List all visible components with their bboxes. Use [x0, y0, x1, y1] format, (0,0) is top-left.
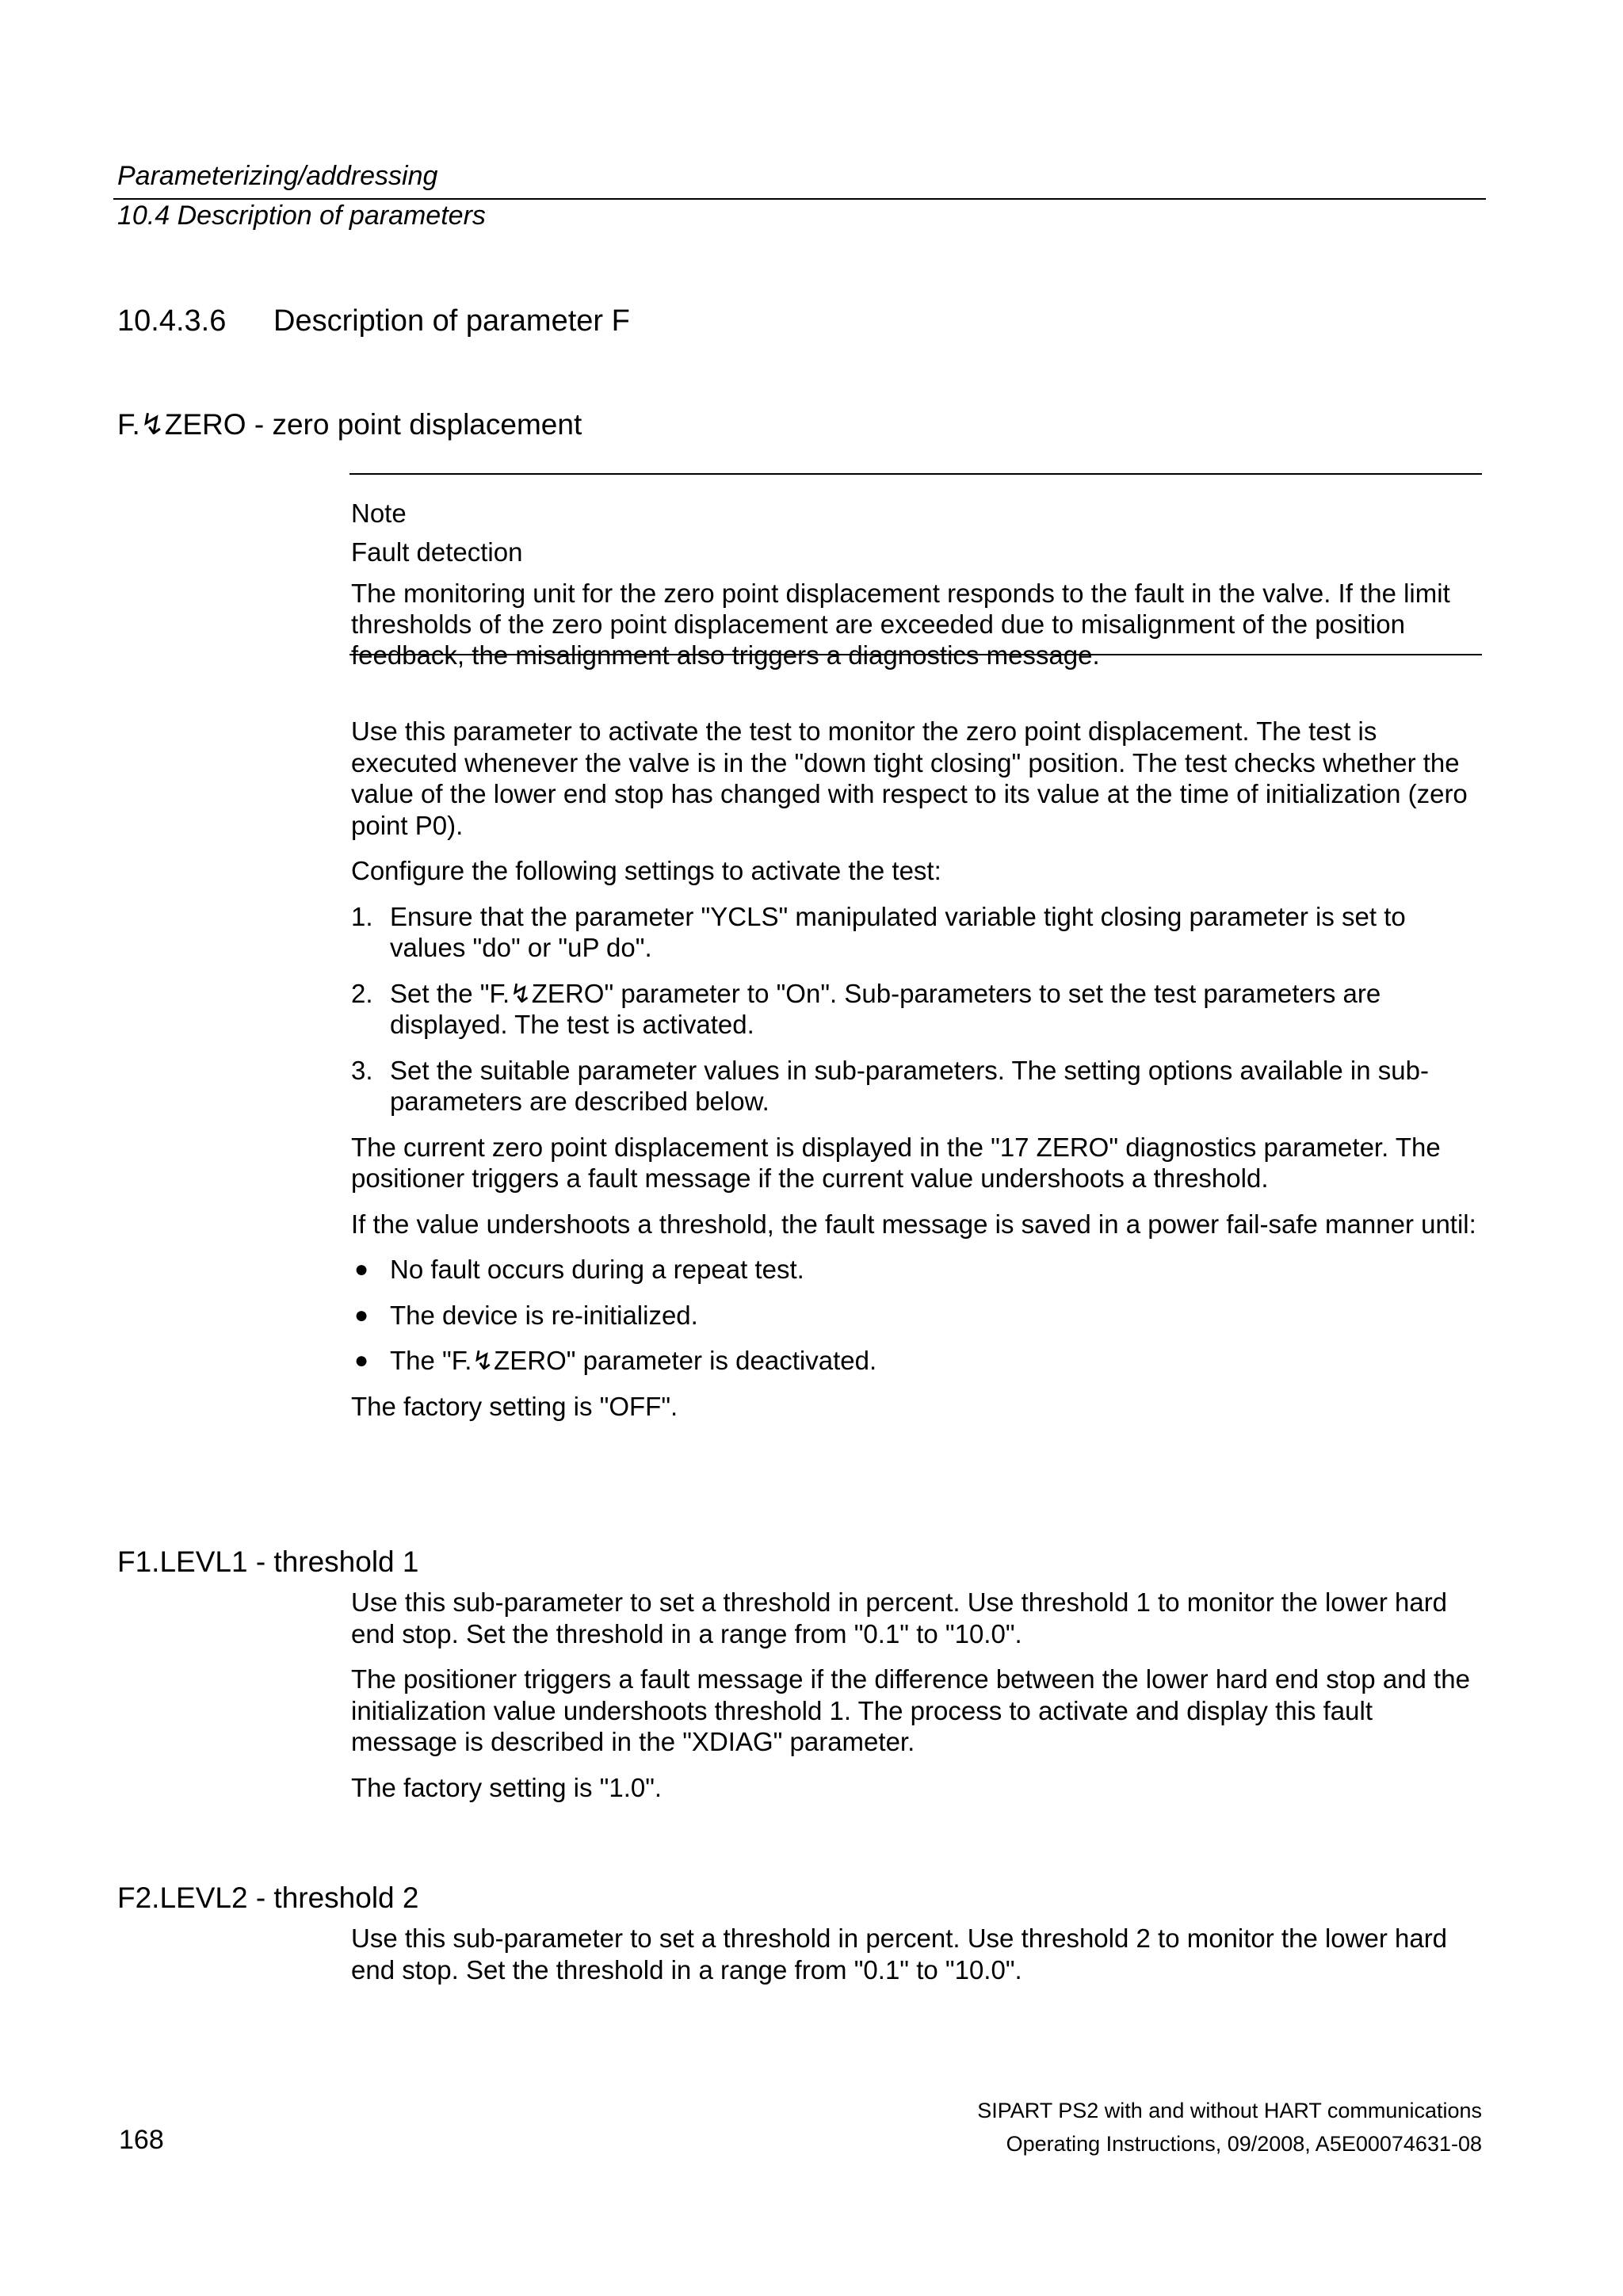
step-text: Set the suitable parameter values in sub-parameters. The setting options available in sub-parameters are described below.: [390, 1055, 1429, 1116]
section-heading: [117, 304, 630, 338]
f1-factory-setting: The factory setting is "1.0".: [351, 1772, 663, 1802]
f2-heading: F2.LEVL2 - threshold 2: [117, 1881, 419, 1914]
bullet-item: [351, 1254, 1484, 1286]
f1-heading: F1.LEVL1 - threshold 1: [117, 1545, 419, 1578]
bullet-icon: ●: [354, 1347, 369, 1373]
fzero-factory-setting: The factory setting is "OFF".: [351, 1391, 678, 1421]
section-title: Description of parameter F: [273, 304, 630, 338]
step-item: [351, 978, 1484, 1041]
note-box: [349, 473, 1482, 670]
step-item: [351, 1055, 1484, 1117]
section-number: 10.4.3.6: [117, 304, 227, 338]
fzero-intro: Use this parameter to activate the test to monitor the zero point displacement. The test is executed whenever the valve is in the "down tight closing" position. The test checks whether the value of the lower end stop has changed with respect to its value at the time of initialization (zero point P0).: [351, 716, 1468, 840]
step-number: 1.: [351, 901, 373, 931]
fzero-body: [351, 716, 1484, 1436]
bullet-text: The "F.↯ZERO" parameter is deactivated.: [390, 1346, 877, 1375]
fzero-heading: F.↯ZERO - zero point displacement: [117, 408, 582, 441]
running-header-chapter: Parameterizing/addressing: [117, 161, 438, 191]
fzero-current: The current zero point displacement is displayed in the "17 ZERO" diagnostics parameter. The positioner triggers a fault message if the current value undershoots a threshold.: [351, 1132, 1441, 1193]
step-text: Set the "F.↯ZERO" parameter to "On". Sub-parameters to set the test parameters are displayed. The test is activated.: [390, 978, 1381, 1039]
f1-body: [351, 1587, 1484, 1817]
f2-paragraph-1: Use this sub-parameter to set a threshold in percent. Use threshold 2 to monitor the lower hard end stop. Set the threshold in a range from "0.1" to "10.0".: [351, 1924, 1448, 1985]
bullet-item: [351, 1300, 1484, 1331]
bullet-item: [351, 1345, 1484, 1377]
header-rule: [113, 198, 1486, 200]
bullet-icon: ●: [354, 1256, 369, 1282]
page-number: 168: [119, 2125, 164, 2155]
footer-document-id: Operating Instructions, 09/2008, A5E00074631-08: [1006, 2132, 1482, 2156]
note-label: Note: [351, 499, 407, 528]
footer-product: SIPART PS2 with and without HART communications: [977, 2099, 1482, 2122]
f1-paragraph-2: The positioner triggers a fault message if the difference between the lower hard end stop and the initialization value undershoots threshold 1. The process to activate and display this fault message is described in the "XDIAG" parameter.: [351, 1664, 1470, 1756]
bullet-icon: ●: [354, 1301, 369, 1328]
fzero-configure: Configure the following settings to activate the test:: [351, 856, 941, 885]
note-text: The monitoring unit for the zero point displacement responds to the fault in the valve. If the limit thresholds of the zero point displacement are exceeded due to misalignment of the position feedback, the misalignment also triggers a diagnostics message.: [351, 579, 1450, 670]
bullet-text: No fault occurs during a repeat test.: [390, 1255, 804, 1284]
bullet-text: The device is re-initialized.: [390, 1300, 698, 1330]
fzero-undershoot: If the value undershoots a threshold, the fault message is saved in a power fail-safe manner until:: [351, 1209, 1476, 1239]
step-item: [351, 901, 1484, 964]
step-number: 2.: [351, 978, 373, 1008]
note-subtitle: Fault detection: [351, 537, 523, 567]
step-text: Ensure that the parameter "YCLS" manipulated variable tight closing parameter is set to values "do" or "uP do".: [390, 901, 1406, 962]
f2-body: [351, 1923, 1484, 2000]
f1-paragraph-1: Use this sub-parameter to set a threshold in percent. Use threshold 1 to monitor the lower hard end stop. Set the threshold in a range from "0.1" to "10.0".: [351, 1587, 1448, 1648]
step-number: 3.: [351, 1055, 373, 1085]
fzero-bullets: [351, 1254, 1484, 1377]
fzero-steps: [351, 901, 1484, 1117]
running-header-section: 10.4 Description of parameters: [117, 201, 486, 231]
